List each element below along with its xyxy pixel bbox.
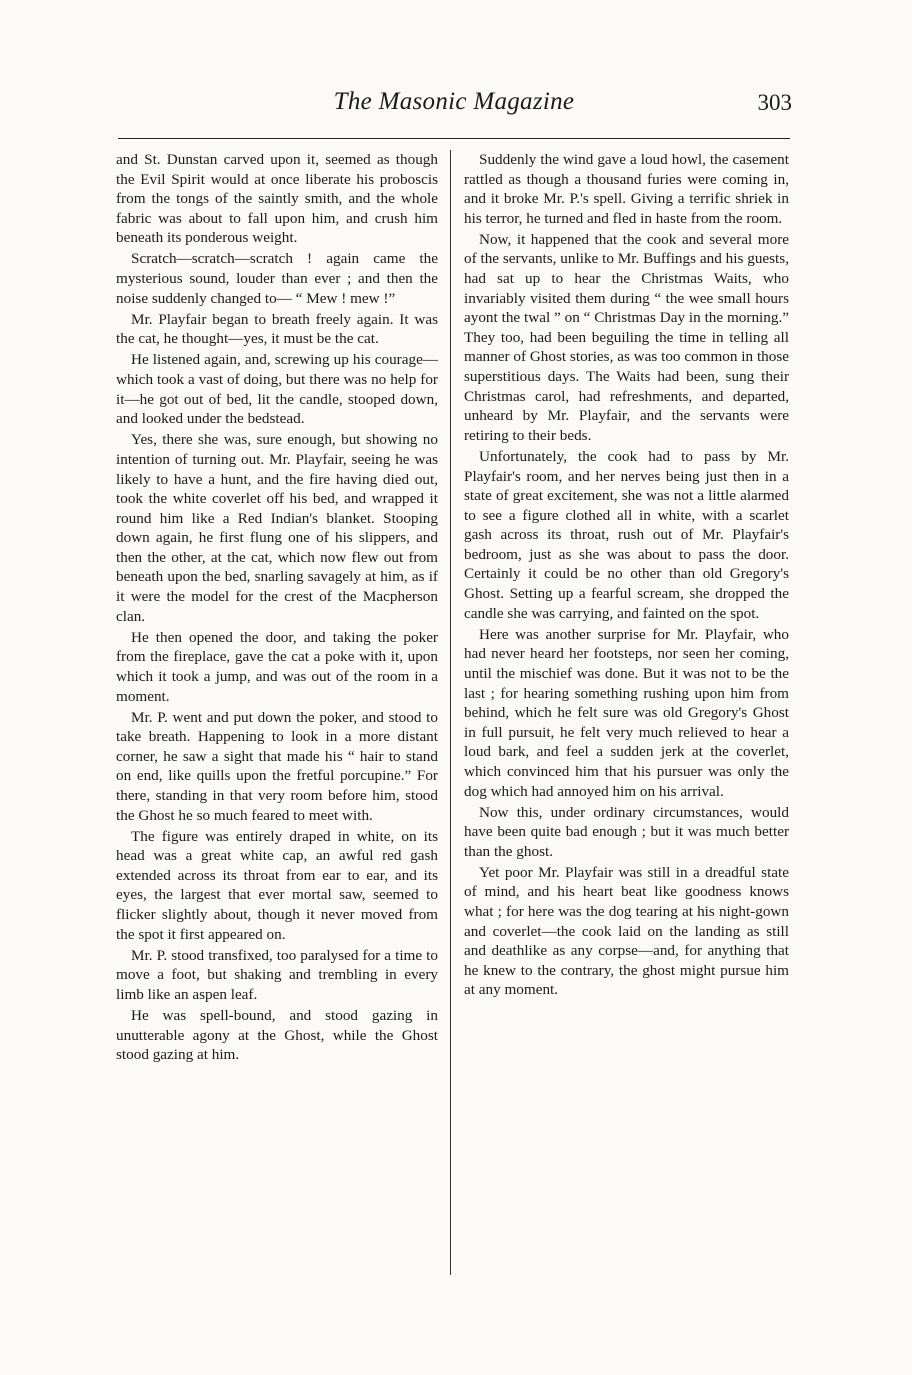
paragraph: Here was another surprise for Mr. Playfair, who had never heard her footsteps, nor seen her coming, until the mischief was done. But it was not to be the last ; for hearing something rushing upon him from behind, which he felt sure was old Gregory's Ghost in full pursuit, he felt very much relieved to hear a loud bark, and feel a sudden jerk at the coverlet, which convinced him that his pursuer was only the dog which had annoyed him on his arrival.	[464, 625, 789, 800]
page-header	[116, 88, 792, 128]
paragraph: He then opened the door, and taking the poker from the fireplace, gave the cat a poke with it, upon which it took a jump, and was out of the room in a moment.	[116, 628, 438, 705]
paragraph: The figure was entirely draped in white, on its head was a great white cap, an awful red gash extended across its throat from ear to ear, and its eyes, the largest that ever mortal saw, seemed to flicker slightly about, though it never moved from the spot it first appeared on.	[116, 827, 438, 943]
paragraph: Yet poor Mr. Playfair was still in a dreadful state of mind, and his heart beat like goodness knows what ; for here was the dog tearing at his night-gown and coverlet—the cook laid on the landing as still and deathlike as any corpse—and, for anything that he knew to the contrary, the ghost might pursue him at any moment.	[464, 863, 789, 999]
paragraph: Yes, there she was, sure enough, but showing no intention of turning out. Mr. Playfair, seeing he was likely to have a hunt, and the fire having died out, took the white coverlet off his bed, and wrapped it round him like a Red Indian's blanket. Stooping down again, he first flung one of his slippers, and then the other, at the cat, which now flew out from beneath upon the bed, snarling savagely at him, as if it were the model for the crest of the Macpherson clan.	[116, 431, 438, 625]
paragraph: Now this, under ordinary circumstances, would have been quite bad enough ; but it was much better than the ghost.	[464, 803, 789, 860]
paragraph: Unfortunately, the cook had to pass by Mr. Playfair's room, and her nerves being just then in a state of great excitement, she was not a little alarmed to see a figure clothed all in white, with a scarlet gash across its throat, rush out of Mr. Playfair's bedroom, just as she was about to pass the door. Certainly it could be no other than old Gregory's Ghost. Setting up a fearful scream, she dropped the candle she was carrying, and fainted on the spot.	[464, 447, 789, 622]
paragraph: Scratch—scratch—scratch ! again came the mysterious sound, louder than ever ; and then the noise suddenly changed to— “ Mew ! mew !”	[116, 250, 438, 307]
page-number: 303	[757, 90, 792, 115]
paragraph: Suddenly the wind gave a loud howl, the casement rattled as though a thousand furies were coming in, and it broke Mr. P.'s spell. Giving a terrific shriek in his terror, he turned and fled in haste from the room.	[464, 151, 789, 227]
header-rule	[118, 138, 790, 139]
column-divider	[450, 150, 451, 1275]
paragraph: Mr. Playfair began to breath freely again. It was the cat, he thought—yes, it must be the cat.	[116, 310, 438, 348]
left-column	[116, 150, 438, 1066]
paragraph: Mr. P. stood transfixed, too paralysed for a time to move a foot, but shaking and trembling in every limb like an aspen leaf.	[116, 946, 438, 1003]
right-column	[464, 150, 789, 1002]
running-head-title: The Masonic Magazine	[333, 88, 575, 115]
paragraph: Now, it happened that the cook and several more of the servants, unlike to Mr. Buffings and his guests, had sat up to hear the Christmas Waits, who invariably visited them during “ the wee small hours ayont the twal ” on “ Christmas Day in the morning.” They too, had been beguiling the time in telling all manner of Ghost stories, as was too common in those superstitious days. The Waits had been, sung their Christmas carol, had refreshments, and departed, unheard by Mr. Playfair, and the servants were retiring to their beds.	[464, 230, 789, 444]
paragraph: He was spell-bound, and stood gazing in unutterable agony at the Ghost, while the Ghost stood gazing at him.	[116, 1007, 438, 1064]
paragraph: He listened again, and, screwing up his courage—which took a vast of doing, but there was no help for it—he got out of bed, lit the candle, stooped down, and looked under the bedstead.	[116, 351, 438, 428]
paragraph: Mr. P. went and put down the poker, and stood to take breath. Happening to look in a more distant corner, he saw a sight that made his “ hair to stand on end, like quills upon the fretful porcupine.” For there, standing in that very room before him, stood the Ghost he so much feared to meet with.	[116, 708, 438, 824]
paragraph: and St. Dunstan carved upon it, seemed as though the Evil Spirit would at once liberate his proboscis from the tongs of the saintly smith, and the whole fabric was about to fall upon him, and crush him beneath its ponderous weight.	[116, 151, 438, 247]
